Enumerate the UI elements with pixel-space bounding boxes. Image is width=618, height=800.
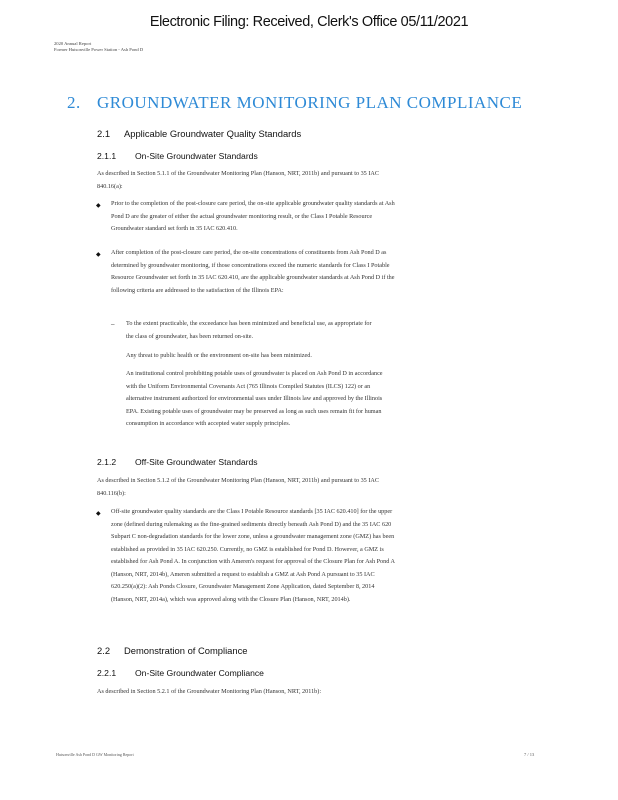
section-title: GROUNDWATER MONITORING PLAN COMPLIANCE	[97, 93, 523, 112]
subsection-number: 2.2	[97, 645, 111, 656]
sub-bullet-text-2: Any threat to public health or the environment on-site has been minimized.	[126, 352, 312, 359]
bullet-text-2: After completion of the post-closure care period, the on-site concentrations of constituents from Ash Pond D as determined by groundwater monitoring, if those concentrations exceed the numeric standards for Class I Potable Resource Groundwater set forth in 35 IAC 620.410, are the applicable groundwater standards at Ash Pond D if the following criteria are addressed to the satisfaction of the Illinois EPA:	[111, 249, 395, 294]
header-line-2: Former Hutsonville Power Station - Ash Pond D	[54, 46, 144, 52]
subsection-title: Demonstration of Compliance	[124, 645, 248, 656]
subsection-title: On-Site Groundwater Compliance	[135, 668, 264, 678]
running-header	[54, 41, 143, 52]
bullet-text-1: Prior to the completion of the post-closure care period, the on-site applicable groundwater quality standards at Ash Pond D are the greater of either the actual groundwater monitoring result, or the Class I Potable Resource Groundwater standard set forth in 35 IAC 620.410.	[111, 200, 395, 232]
subsection-number: 2.1	[97, 128, 111, 139]
subsection-2-1-2-heading	[97, 457, 258, 467]
subsection-number: 2.1.2	[97, 457, 117, 467]
dash-marker: –	[111, 320, 115, 328]
sub-bullet-text-1: To the extent practicable, the exceedance has been minimized and beneficial use, as appropriate for the class of groundwater, has been returned on-site.	[126, 320, 372, 340]
subsection-title: Off-Site Groundwater Standards	[135, 457, 258, 467]
sub-bullet-text-3: An institutional control prohibiting potable uses of groundwater is placed on Ash Pond D in accordance with the Uniform Environmental Covenants Act (765 Illinois Compiled Statutes (ILCS) 122) or an alternative instrument authorized for environmental uses under Illinois law and approved by the Illinois EPA. Existing potable uses of groundwater may be preserved as long as such uses remain fit for human consumption in accordance with accepted water supply principles.	[126, 370, 383, 427]
subsection-number: 2.2.1	[97, 668, 117, 678]
footer-left: Hutsonville Ash Pond D GW Monitoring Report	[56, 752, 134, 757]
paragraph-2-2-1-intro: As described in Section 5.2.1 of the Groundwater Monitoring Plan (Hanson, NRT, 2011b):	[97, 688, 322, 695]
subsection-2-1-heading	[97, 128, 301, 139]
subsection-title: Applicable Groundwater Quality Standards	[124, 128, 302, 139]
subsection-number: 2.1.1	[97, 151, 117, 161]
bullet-marker: ◆	[96, 252, 101, 258]
filing-stamp: Electronic Filing: Received, Clerk's Office 05/11/2021	[149, 14, 469, 30]
section-number: 2.	[67, 93, 81, 112]
subsection-title: On-Site Groundwater Standards	[135, 151, 258, 161]
bullet-marker: ◆	[96, 511, 101, 517]
paragraph-2-1-1-intro: As described in Section 5.1.1 of the Groundwater Monitoring Plan (Hanson, NRT, 2011b) and pursuant to 35 IAC 840.16(a):	[97, 170, 379, 190]
section-heading	[67, 93, 522, 113]
page-number: 7 / 13	[524, 752, 535, 757]
subsection-2-2-heading	[97, 645, 248, 656]
paragraph-2-1-2-intro: As described in Section 5.1.2 of the Groundwater Monitoring Plan (Hanson, NRT, 2011b) and pursuant to 35 IAC 840.116(b):	[97, 477, 379, 497]
bullet-text-3: Off-site groundwater quality standards are the Class I Potable Resource standards [35 IAC 620.410] for the upper zone (defined during rulemaking as the fine-grained sediments directly beneath Ash Pond D) and the 35 IAC 620 Subpart C non-degradation standards for the lower zone, unless a groundwater management zone (GMZ) has been established as provided in 35 IAC 620.250. Currently, no GMZ is established for Pond D. However, a GMZ is established for Ash Pond A. In conjunction with Ameren's request for approval of the Closure Plan for Ash Pond A (Hanson, NRT, 2014b), Ameren submitted a request to establish a GMZ at Ash Pond A pursuant to 35 IAC 620.250(a)(2): Ash Ponds Closure, Groundwater Management Zone Application, dated September 8, 2014 (Hanson, NRT, 2014a), which was approved along with the Closure Plan (Hanson, NRT, 2014b).	[111, 508, 395, 603]
subsection-2-2-1-heading	[97, 668, 264, 678]
bullet-marker: ◆	[96, 203, 101, 209]
header-line-1: 2020 Annual Report	[54, 41, 92, 46]
subsection-2-1-1-heading	[97, 151, 258, 161]
